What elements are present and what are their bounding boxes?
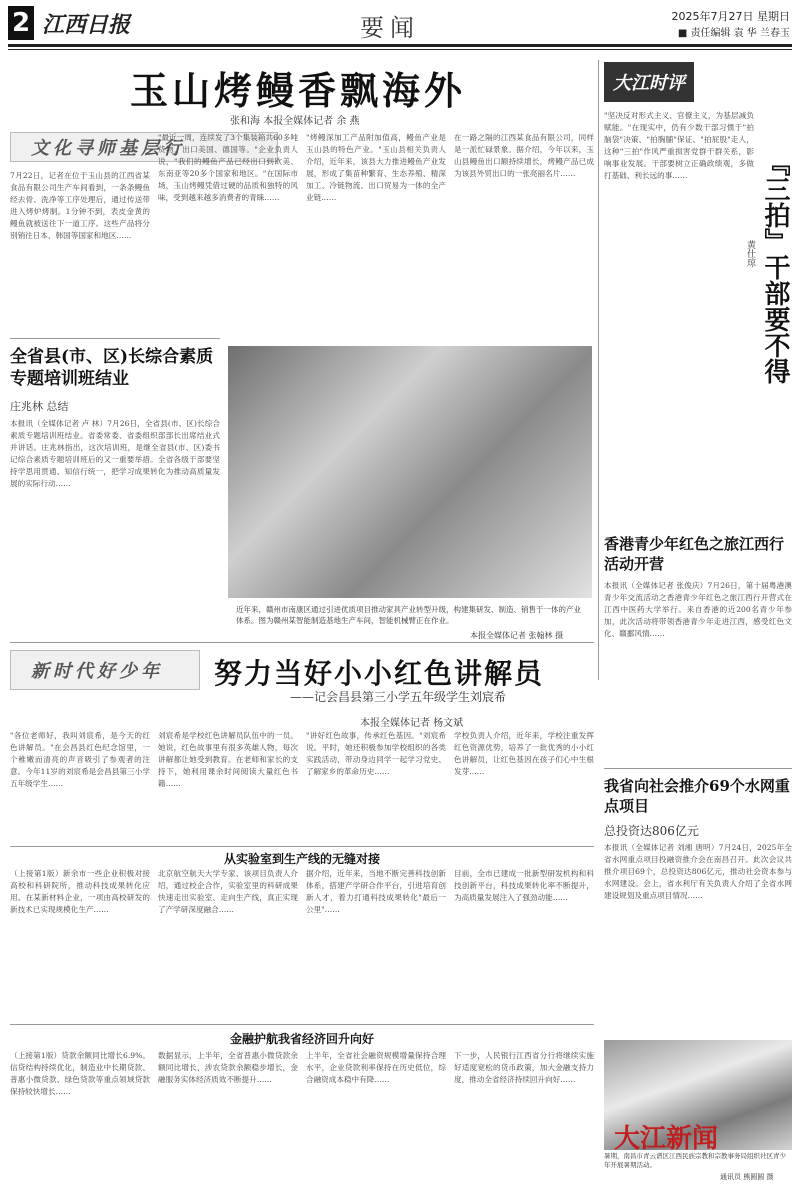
story2-rule <box>10 338 220 339</box>
story5-title: 我省向社会推介69个水网重点项目 <box>604 777 790 815</box>
editor-credit: ■ 责任编辑 袁 华 兰春玉 <box>677 28 790 39</box>
lead-col-1: 7月22日，记者在位于玉山县的江西省某食品有限公司生产车间看到，一条条鳗鱼经去骨、洗净等工序处理后，通过传送带进入烤炉烤制。1分钟不到，表皮金黄的鳗鱼就被送往下一道工序。这些产品将分别销往日本、韩国等国家和地区…… <box>10 171 150 240</box>
header-rule <box>8 44 792 47</box>
story4-text: 本报讯（全媒体记者 张俊庆）7月26日，第十届粤港澳青少年交流活动之香港青少年红色之旅江西行开营式在江西中医药大学举行。来自香港的近200名青少年参加，此次活动将带领香港青少年走进江西，感受红色文化、赣鄱风情…… <box>604 581 792 638</box>
story6-title: 从实验室到生产线的无缝对接 <box>223 852 380 866</box>
story6-col-1: （上接第1版）新余市一些企业积极对接高校和科研院所，推动科技成果转化应用。在某新材料企业，一项由高校研发的新技术已实现规模化生产…… <box>10 869 150 914</box>
story6-rule <box>10 846 594 847</box>
story3-subtitle: ——记会昌县第三小学五年级学生刘宸希 <box>290 690 507 704</box>
story6-col-3: 据介绍，近年来，当地不断完善科技创新体系，搭建产学研合作平台，引进培育创新人才，着力打通科技成果转化"最后一公里"…… <box>306 869 446 914</box>
commentary-author: 黄仕琼 <box>745 240 755 267</box>
header-rule-thin <box>8 49 792 50</box>
story7-col-3: 上半年，全省社会融资规模增量保持合理水平，企业贷款利率保持在历史低位，综合融资成本稳中有降…… <box>306 1051 446 1084</box>
lead-col-2: "最近一周，连续发了3个集装箱共60多吨货物，出口美国、德国等。"企业负责人说，"我们的鳗鱼产品已经出口到欧美、东南亚等20多个国家和地区。"在国际市场，玉山烤鳗凭借过硬的品质和独特的风味，受到越来越多消费者的青睐…… <box>158 133 298 202</box>
children-photo-credit: 通讯员 熊圆圆 摄 <box>720 1173 774 1181</box>
story7-title: 金融护航我省经济回升向好 <box>229 1032 374 1046</box>
paper-name: 江西日报 <box>42 12 131 38</box>
issue-date: 2025年7月27日 星期日 <box>671 10 790 23</box>
commentary-title: 『三拍』干部要不得 <box>760 150 790 384</box>
dajiang-news-logo: 大江新闻 <box>614 1124 719 1154</box>
story7-col-1: （上接第1版）贷款余额同比增长6.9%。信贷结构持续优化，制造业中长期贷款、普惠小微贷款、绿色贷款等重点领域贷款保持较快增长…… <box>10 1051 150 1096</box>
lead-col-4: 在一路之隔的江西某食品有限公司，同样是一派忙碌景象。据介绍，今年以来，玉山县鳗鱼出口额持续增长，烤鳗产品已成为该县外贸出口的一张亮丽名片…… <box>454 133 594 178</box>
story5-rule <box>604 768 792 769</box>
lead-banner: 文化寻师基层行 <box>10 132 278 162</box>
section-title: 要闻 <box>360 14 420 42</box>
story7-col-2: 数据显示，上半年，全省普惠小微贷款余额同比增长，涉农贷款余额稳步增长，金融服务实体经济质效不断提升…… <box>158 1051 298 1084</box>
commentary-column-name: 大江时评 <box>604 62 694 102</box>
photo-credit: 本报全媒体记者 张翰林 摄 <box>470 631 564 640</box>
commentary-divider <box>598 60 599 680</box>
story3-byline: 本报全媒体记者 杨文斌 <box>360 718 464 729</box>
commentary-text: "坚决反对形式主义、官僚主义，为基层减负赋能。"在现实中，仍有少数干部习惯于"拍脑袋"决策、"拍胸脯"保证、"拍屁股"走人，这种"三拍"作风严重损害党群干群关系，影响事业发展。干部要树立正确政绩观，多做打基础、利长远的事…… <box>604 111 754 180</box>
story3-col-3: "讲好红色故事，传承红色基因。"刘宸希说。平时，她还积极参加学校组织的各类实践活动，带动身边同学一起学习党史、了解家乡的革命历史…… <box>306 731 446 776</box>
story7-col-4: 下一步，人民银行江西省分行将继续实施好适度宽松的货币政策，加大金融支持力度，推动全省经济持续回升向好…… <box>454 1051 594 1084</box>
story2-text: 本报讯（全媒体记者 卢 林）7月26日，全省县(市、区)长综合素质专题培训班结业。省委常委、省委组织部部长出席结业式并讲话。庄兆林指出，这次培训班，是继全省县(市、区)委书记综合素质专题培训班后的又一重要举措。全省各级干部要坚持学思用贯通、知信行统一，把学习成果转化为推动高质量发展的实际行动…… <box>10 419 220 488</box>
story3-title: 努力当好小小红色讲解员 <box>214 657 545 690</box>
story5-subtitle: 总投资达806亿元 <box>604 824 699 838</box>
story3-col-2: 刘宸希是学校红色讲解员队伍中的一员。她说，红色故事里有很多英雄人物，每次讲解都让她受到教育。在老师和家长的支持下，她利用课余时间阅读大量红色书籍…… <box>158 731 298 788</box>
story3-rule <box>10 642 594 643</box>
story3-banner: 新时代好少年 <box>10 650 200 690</box>
children-photo-caption: 暑期，南昌市青云谱区江西民族宗教和宗教事务局组织社区青少年开展暑期活动。 <box>604 1152 786 1169</box>
story6-col-4: 目前，全市已建成一批新型研发机构和科技创新平台，科技成果转化率不断提升，为高质量发展注入了强劲动能…… <box>454 869 594 902</box>
story3-col-1: "各位老师好，我叫刘宸希，是今天的红色讲解员。"在会昌县红色纪念馆里，一个稚嫩而清亮的声音吸引了参观者的注意。今年11岁的刘宸希是会昌县第三小学五年级学生…… <box>10 731 150 788</box>
story4-title: 香港青少年红色之旅江西行活动开营 <box>604 535 785 573</box>
lead-col-3: "烤鳗深加工产品附加值高，鳗鱼产业是玉山县的特色产业。"玉山县相关负责人介绍，近年来，该县大力推进鳗鱼产业发展，形成了集苗种繁育、生态养殖、精深加工、冷链物流、出口贸易为一体的全产业链…… <box>306 133 446 202</box>
story5-text: 本报讯（全媒体记者 刘湘 唐明）7月24日，2025年全省水网重点项目投融资推介会在南昌召开。此次会议共推介项目69个，总投资达806亿元，推动社会资本参与水网建设。会上，省水利厅有关负责人介绍了全省水网建设规划及重点项目情况…… <box>604 843 792 900</box>
story2-byline: 庄兆林 总结 <box>10 400 69 413</box>
factory-photo <box>228 346 592 598</box>
lead-headline: 玉山烤鳗香飘海外 <box>130 68 467 113</box>
story2-title: 全省县(市、区)长综合素质专题培训班结业 <box>10 347 214 389</box>
photo-caption: 近年来，赣州市南康区通过引进优质项目推动家具产业转型升级，构建集研发、制造、销售于一体的产业体系。图为赣州某智能制造基地生产车间，智能机械臂正在作业。 <box>236 605 581 625</box>
story7-rule <box>10 1024 594 1025</box>
story3-col-4: 学校负责人介绍，近年来，学校注重发挥红色资源优势，培养了一批优秀的小小红色讲解员，让红色基因在孩子们心中生根发芽…… <box>454 731 594 776</box>
lead-byline: 张和海 本报全媒体记者 余 燕 <box>230 116 360 127</box>
story6-col-2: 北京航空航天大学专家、该项目负责人介绍，通过校企合作，实验室里的科研成果快速走出实验室、走向生产线，真正实现了产学研深度融合…… <box>158 869 298 914</box>
page-number: 2 <box>8 6 34 40</box>
